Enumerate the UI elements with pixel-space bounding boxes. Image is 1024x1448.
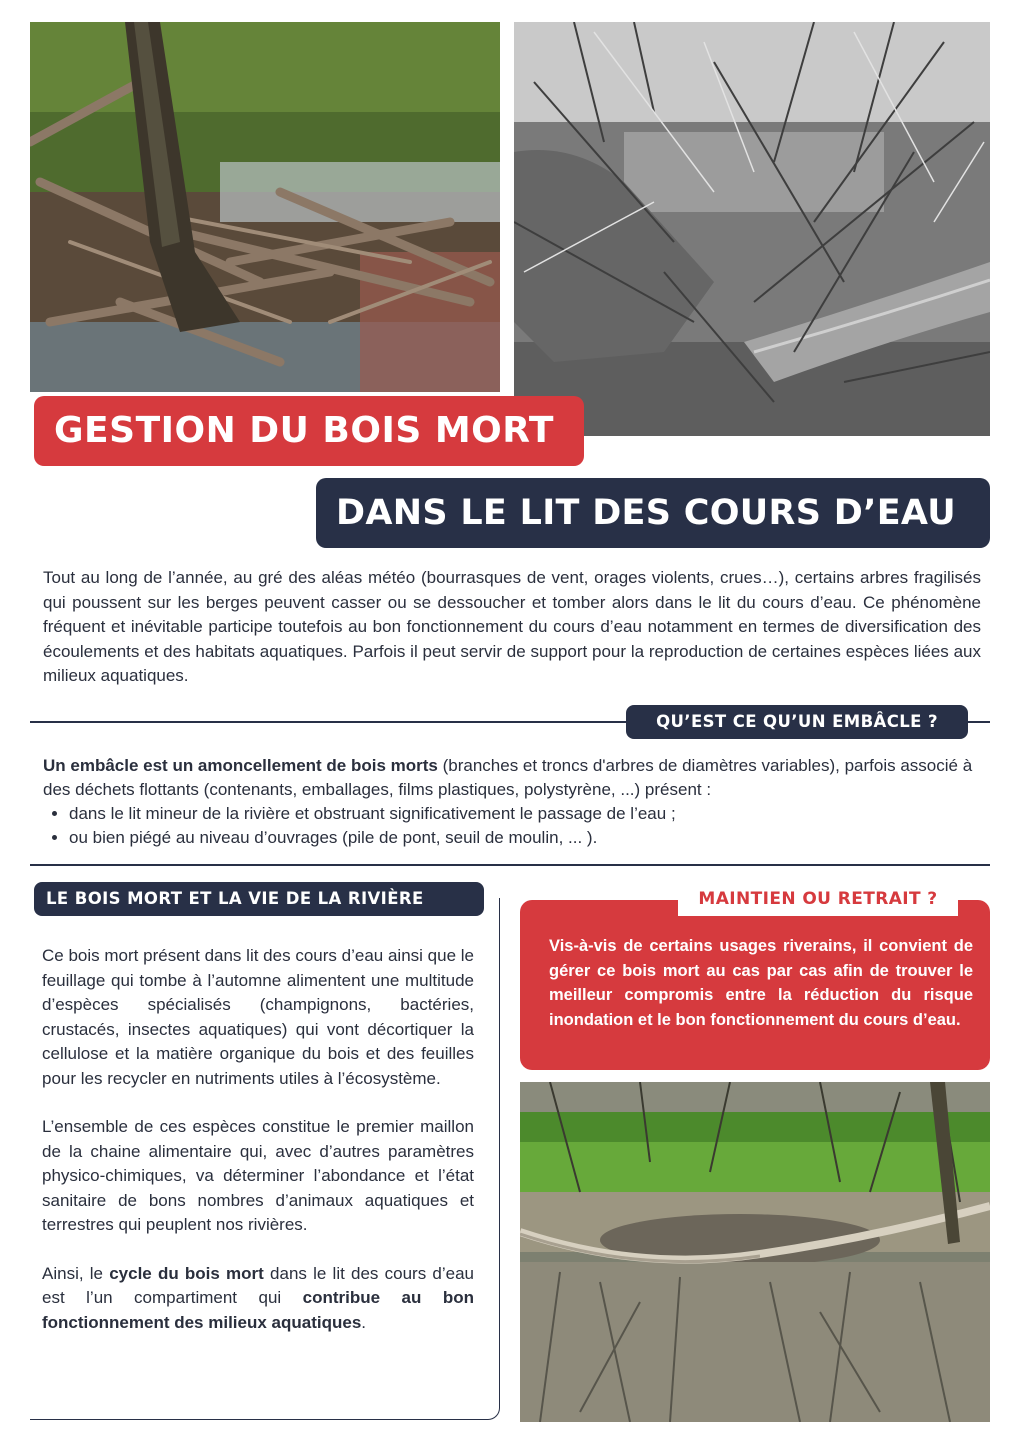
maintien-heading: MAINTIEN OU RETRAIT ? [678, 882, 958, 916]
embacle-lead-bold: Un embâcle est un amoncellement de bois morts [43, 756, 438, 775]
embacle-bullet: • ou bien piégé au niveau d’ouvrages (pile de pont, seuil de moulin, ... ). [69, 826, 981, 850]
vie-p3-text: dans le lit des cours d’eau est l’un compartiment qui [42, 1263, 474, 1307]
section-rule-bottom [30, 864, 990, 866]
vie-body [42, 944, 474, 1359]
vie-p3-bold: cycle du bois mort [109, 1263, 264, 1283]
embacle-heading: QU’EST CE QU’UN EMBÂCLE ? [626, 705, 968, 739]
photo-fallen-tree-bw [514, 22, 990, 436]
embacle-bullet-list [43, 802, 981, 850]
vie-p3-text: . [361, 1312, 367, 1332]
embacle-lead-rest: (branches et troncs d'arbres de diamètres variables), parfois associé à des déchets flottants (contenants, emballages, films plastiques, polystyrène, ...) présent : [43, 756, 973, 799]
title-line-1: GESTION DU BOIS MORT [34, 396, 584, 466]
vie-heading: LE BOIS MORT ET LA VIE DE LA RIVIÈRE [34, 882, 484, 916]
embacle-definition [43, 754, 981, 850]
title-line-2: DANS LE LIT DES COURS D’EAU [316, 478, 990, 548]
vie-paragraph-1: Ce bois mort présent dans lit des cours d’eau ainsi que le feuillage qui tombe à l’automne alimentent une multitude d’espèces spécialisés (champignons, bactéries, crustacés, insectes aquatiques) qui vont décortiquer la cellulose et la matière organique du bois et des feuilles pour les recycler en nutriments utiles à l’écosystème. [42, 946, 474, 1088]
vie-paragraph-2: L’ensemble de ces espèces constitue le premier maillon de la chaine alimentaire qui, avec d’autres paramètres physico-chimiques, va déterminer l’abondance et l’état sanitaire de bons nombres d’animaux aquatiques et terrestres qui peuplent nos rivières. [42, 1117, 474, 1234]
photo-tree-across-river [520, 1082, 990, 1422]
embacle-bullet: • dans le lit mineur de la rivière et obstruant significativement le passage de l’eau ; [69, 802, 981, 826]
vie-p3-text: Ainsi, le [42, 1263, 110, 1283]
intro-paragraph: Tout au long de l’année, au gré des aléas météo (bourrasques de vent, orages violents, crues…), certains arbres fragilisés qui poussent sur les berges peuvent casser ou se dessoucher et tomber alors dans le lit du cours d’eau. Ce phénomène fréquent et inévitable participe toutefois au bon fonctionnement du cours d’eau notamment en termes de diversification des écoulements et des habitats aquatiques. Parfois il peut servir de support pour la reproduction de certaines espèces liées aux milieux aquatiques. [43, 568, 981, 685]
photo-log-jam-color [30, 22, 500, 392]
vie-p3-bold: contribue au bon fonctionnement des milieux aquatiques [42, 1288, 474, 1332]
vie-paragraph-3 [42, 1262, 474, 1336]
maintien-text: Vis-à-vis de certains usages riverains, il convient de gérer ce bois mort au cas par cas afin de trouver le meilleur compromis entre la réduction du risque inondation et le bon fonctionnement du cours d’eau. [549, 937, 973, 1029]
